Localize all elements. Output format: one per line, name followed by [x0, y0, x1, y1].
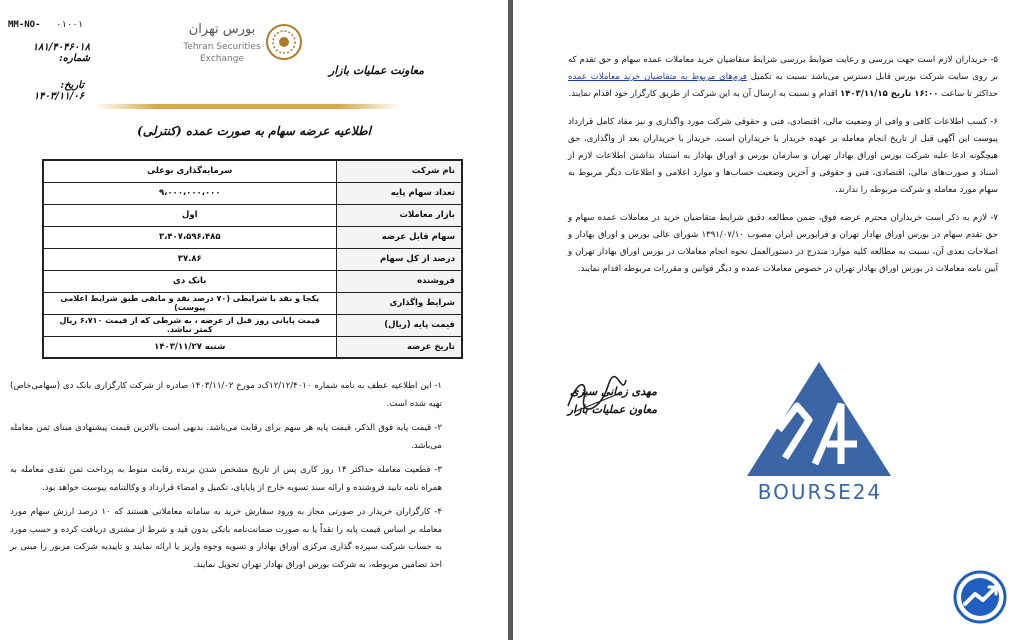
logo-english-line1: Tehran Securities: [183, 42, 261, 52]
paragraph-2: ۲- قیمت پایه فوق الذکر، قیمت پایه هر سهم برای رقابت می‌باشد. بدیهی است بالاترین قیمت پیشنهادی مبنای ثمن معامله می‌باشد.: [10, 423, 442, 451]
table-row: [43, 248, 462, 270]
logo-persian-name: بورس تهران: [188, 22, 256, 37]
deadline-text: ۱۶:۰۰ تاریخ ۱۴۰۳/۱۱/۱۵: [840, 89, 939, 99]
table-label-cell: نام شرکت: [336, 160, 462, 182]
exchange-emblem-icon: [264, 22, 304, 62]
table-row: [43, 336, 462, 358]
table-label-cell: تاریخ عرضه: [336, 336, 462, 358]
table-value-cell: یکجا و نقد یا شرایطی (۷۰ درصد نقد و مابقی طبق شرایط اعلامی پیوست): [43, 292, 336, 314]
table-label-cell: درصد از کل سهام: [336, 248, 462, 270]
table-row: [43, 160, 462, 182]
right-page: [513, 0, 1023, 640]
signatory-title: معاون عملیات بازار: [567, 403, 657, 416]
paragraph-7: ۷- لازم به ذکر است خریداران محترم عرضه فوق، ضمن مطالعه دقیق شرایط متقاضیان خرید در معاملات عمده سهام و حق تقدم سهام در بورس اوراق بهادار تهران و فرابورس ایران مصوب ۱۳۹۱/۰۷/۱۰ شورای عالی بورس و اوراق بهادار و اصلاحات بعدی آن، نسبت به مطالعه کلیه موارد مندرج در دستورالعمل نحوه انجام معاملات در بورس اوراق بهادار تهران و آیین نامه معاملات در بورس اوراق بهادار تهران در خصوص معاملات عمده و دیگر قوانین و مقررات مربوطه اقدام نمایند.: [568, 213, 999, 274]
table-value-cell: شنبه ۱۴۰۳/۱۱/۲۷: [43, 336, 336, 358]
table-row: [43, 270, 462, 292]
table-label-cell: تعداد سهام پایه: [336, 182, 462, 204]
paragraph-5: [568, 52, 998, 103]
table-label-cell: قیمت پایه (ریال): [336, 314, 462, 336]
document-code-number: ۰۱۰۰۱: [56, 20, 84, 30]
document-date: تاریخ: ۱۴۰۳/۱۱/۰۶: [33, 80, 84, 102]
paragraph-6: ۶- کسب اطلاعات کافی و وافی از وضعیت مالی، اقتصادی، فنی و حقوقی شرکت مورد واگذاری و نیز مفاد کامل قرارداد پیوست این آگهی قبل از تاریخ انجام معامله بر عهده خریدار یا خریداران است. خریدار یا خریداران بعد از واگذاری، حق هیچگونه ادعا علیه شرکت بورس اوراق بهادار تهران و سازمان بورس و اوراق بهادار به استناد نداشتن اطلاعات لازم از اسناد و صورت‌های مالی، اقتصادی، فنی و حقوقی و آخرین وضعیت حساب‌ها و موارد اعلامی و اطلاعات دیگر مربوط به سهام مورد معامله و شرکت مربوطه را ندارند.: [568, 117, 998, 195]
table-row: [43, 226, 462, 248]
chart-trend-badge-icon: [953, 570, 1007, 624]
paragraph-3: ۳- قطعیت معامله حداکثر ۱۴ روز کاری پس از تاریخ مشخص شدن برنده رقابت منوط به پرداخت ثمن نقدی معامله به همراه نامه تایید فروشنده و ارائه سند تسویه خارج از پایاپای، تکمیل و امضاء قرارداد و وکالتنامه پیوست خواهد بود.: [10, 465, 442, 493]
table-value-cell: ۹،۰۰۰،۰۰۰،۰۰۰: [43, 182, 336, 204]
document-title: اطلاعیه عرضه سهام به صورت عمده (کنترلی): [137, 124, 371, 138]
logo-english-line2: Exchange: [200, 54, 244, 64]
table-row: [43, 204, 462, 226]
table-value-cell: سرمایه‌گذاری بوعلی: [43, 160, 336, 182]
table-value-cell: ۳،۴۰۷،۵۹۶،۴۸۵: [43, 226, 336, 248]
table-value-cell: بانک دی: [43, 270, 336, 292]
offering-details-table: [42, 159, 463, 359]
paragraph-1: ۱- این اطلاعیه عطف به نامه شماره ۱۲/۱۲/۴۰۱۰ک‌د مورخ ۱۴۰۳/۱۱/۰۲ صادره از شرکت کارگزاری بانک دی (سهامی‌خاص) تهیه شده است.: [10, 381, 442, 409]
department-name: معاونت عملیات بازار: [328, 64, 424, 77]
paragraph-5-mid: حداکثر تا ساعت: [938, 89, 998, 99]
paragraph-4: ۴- کارگزاران خریدار در صورتی مجاز به ورود سفارش خرید به سامانه معاملاتی هستند که ۱۰ درصد ارزش سهام مورد معامله بر اساس قیمت پایه را نقداً یا به صورت ضمانت‌نامه بانکی بدون قید و شرط از مشتری دریافت کرده و حسب مورد به حساب شرکت سپرده گذاری مرکزی اوراق بهادار و تسویه وجوه واریز یا ارائه نمایند و تاییدیه شرکت مزبور را مبنی بر اخذ تضامین مربوطه، به شرکت بورس اوراق بهادار تهران تحویل نمایند.: [10, 507, 442, 570]
signatory-name: مهدی زمانی سبزی: [569, 385, 657, 398]
reference-number: ۱۸۱/۴۰۴۶۰۱۸ شماره:: [32, 42, 90, 64]
table-value-cell: اول: [43, 204, 336, 226]
table-label-cell: شرایط واگذاری: [336, 292, 462, 314]
left-page: [0, 0, 508, 640]
bourse24-watermark-icon: [745, 360, 893, 478]
header-divider: [95, 104, 400, 109]
table-row: [43, 314, 462, 336]
table-label-cell: بازار معاملات: [336, 204, 462, 226]
table-value-cell: ۳۷.۸۶: [43, 248, 336, 270]
document-code: MM-NO-: [8, 20, 41, 30]
table-label-cell: فروشنده: [336, 270, 462, 292]
paragraph-5-end: اقدام و نسبت به ارسال آن به این شرکت از طریق کارگزار خود اقدام نمایند.: [568, 89, 841, 99]
table-value-cell: قیمت پایانی روز قبل از عرضه ، به شرطی که از قیمت ۶،۷۱۰ ریال کمتر نباشد.: [43, 314, 336, 336]
table-row: [43, 182, 462, 204]
left-body-text: [10, 378, 442, 581]
table-row: [43, 292, 462, 314]
paragraph-5-start: ۵- خریداران لازم است جهت بررسی و رعایت ضوابط بررسی شرایط متقاضیان خرید معاملات عمده سهام و حق تقدم که بر روی سایت شرکت بورس قابل دسترس می‌باشد نسبت به تکمیل: [568, 55, 998, 82]
table-label-cell: سهام قابل عرضه: [336, 226, 462, 248]
tehran-stock-exchange-logo: [180, 22, 305, 70]
buyer-forms-link[interactable]: فرم‌های مربوط به متقاضیان خرید معاملات عمده: [568, 72, 747, 82]
right-body-text: [568, 52, 998, 289]
bourse24-watermark-text: BOURSE24: [757, 480, 883, 504]
